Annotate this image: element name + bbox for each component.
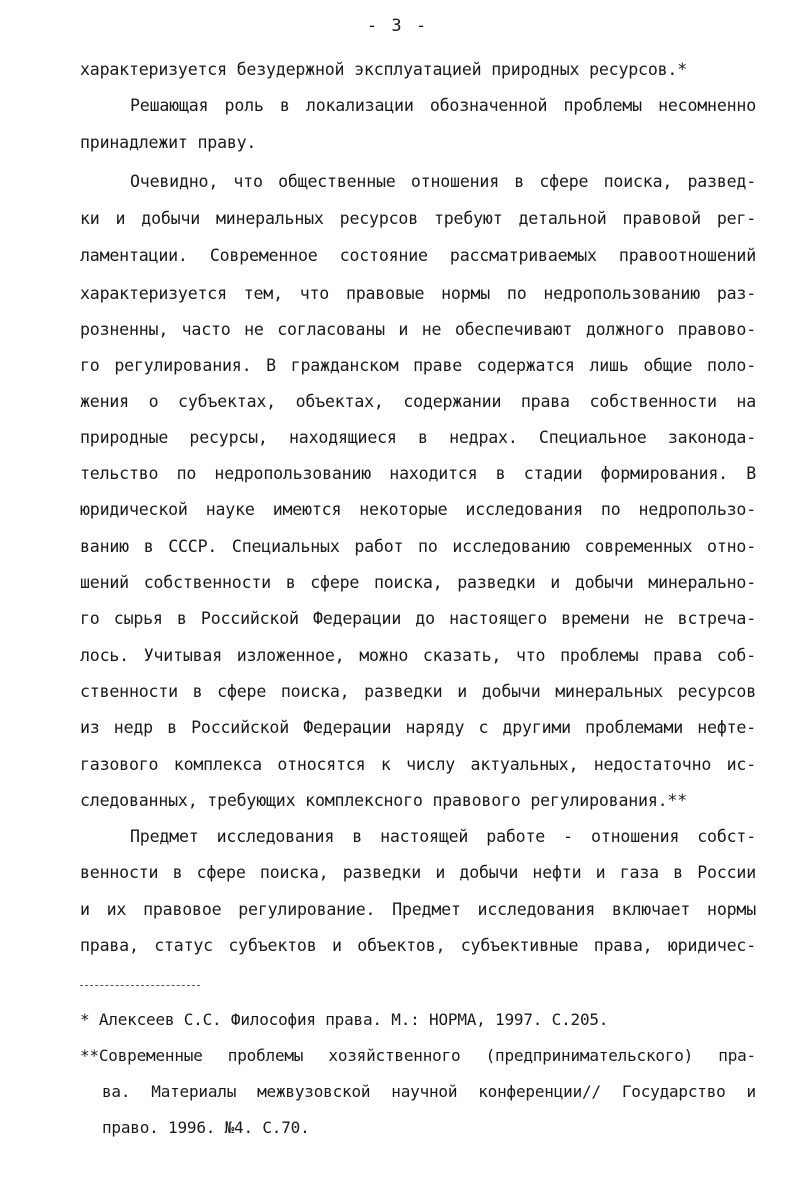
text-line: ванию в СССР. Специальных работ по исследованию современных отно- [80, 537, 756, 556]
text-line: Решающая роль в локализации обозначенной проблемы несомненно [130, 96, 756, 115]
text-line: го регулирования. В гражданском праве содержатся лишь общие поло- [80, 356, 756, 375]
text-line: шений собственности в сфере поиска, разведки и добычи минерально- [80, 573, 756, 592]
text-line: венности в сфере поиска, разведки и добычи нефти и газа в России [80, 863, 756, 882]
footnote-line: ва. Материалы межвузовской научной конференции// Государство и [102, 1082, 756, 1101]
footnote-separator [80, 985, 200, 986]
text-line: из недр в Российской Федерации наряду с другими проблемами нефте- [80, 718, 756, 737]
text-line: ственности в сфере поиска, разведки и добычи минеральных ресурсов [80, 682, 756, 701]
text-line: Предмет исследования в настоящей работе - отношения собст- [130, 827, 756, 846]
text-line: го сырья в Российской Федерации до настоящего времени не встреча- [80, 609, 756, 628]
text-line: права, статус субъектов и объектов, субъективные права, юридичес- [80, 936, 756, 955]
text-line: тельство по недропользованию находится в стадии формирования. В [80, 464, 756, 483]
text-line: жения о субъектах, объектах, содержании права собственности на [80, 392, 756, 411]
text-line: природные ресурсы, находящиеся в недрах. Специальное законода- [80, 428, 756, 447]
footnote-line: право. 1996. №4. С.70. [102, 1118, 310, 1137]
text-line: принадлежит праву. [80, 133, 257, 152]
text-line: характеризуется безудержной эксплуатацией природных ресурсов.* [80, 60, 687, 79]
text-line: следованных, требующих комплексного правового регулирования.** [80, 791, 687, 810]
text-line: розненны, часто не согласованы и не обеспечивают должного правово- [80, 320, 756, 339]
page-number: - 3 - [366, 16, 429, 36]
text-line: лось. Учитывая изложенное, можно сказать, что проблемы права соб- [80, 646, 756, 665]
text-line: и их правовое регулирование. Предмет исследования включает нормы [80, 900, 756, 919]
text-line: юридической науке имеются некоторые исследования по недропользо- [80, 500, 756, 519]
footnote-line: **Современные проблемы хозяйственного (предпринимательского) пра- [80, 1046, 756, 1065]
text-line: характеризуется тем, что правовые нормы по недропользованию раз- [80, 284, 756, 303]
text-line: газового комплекса относятся к числу актуальных, недостаточно ис- [80, 755, 756, 774]
footnote-line: * Алексеев С.С. Философия права. М.: НОРМА, 1997. С.205. [80, 1010, 609, 1029]
text-line: Очевидно, что общественные отношения в сфере поиска, развед- [130, 172, 756, 191]
text-line: ламентации. Современное состояние рассматриваемых правоотношений [80, 246, 756, 265]
text-line: ки и добычи минеральных ресурсов требуют детальной правовой рег- [80, 209, 756, 228]
